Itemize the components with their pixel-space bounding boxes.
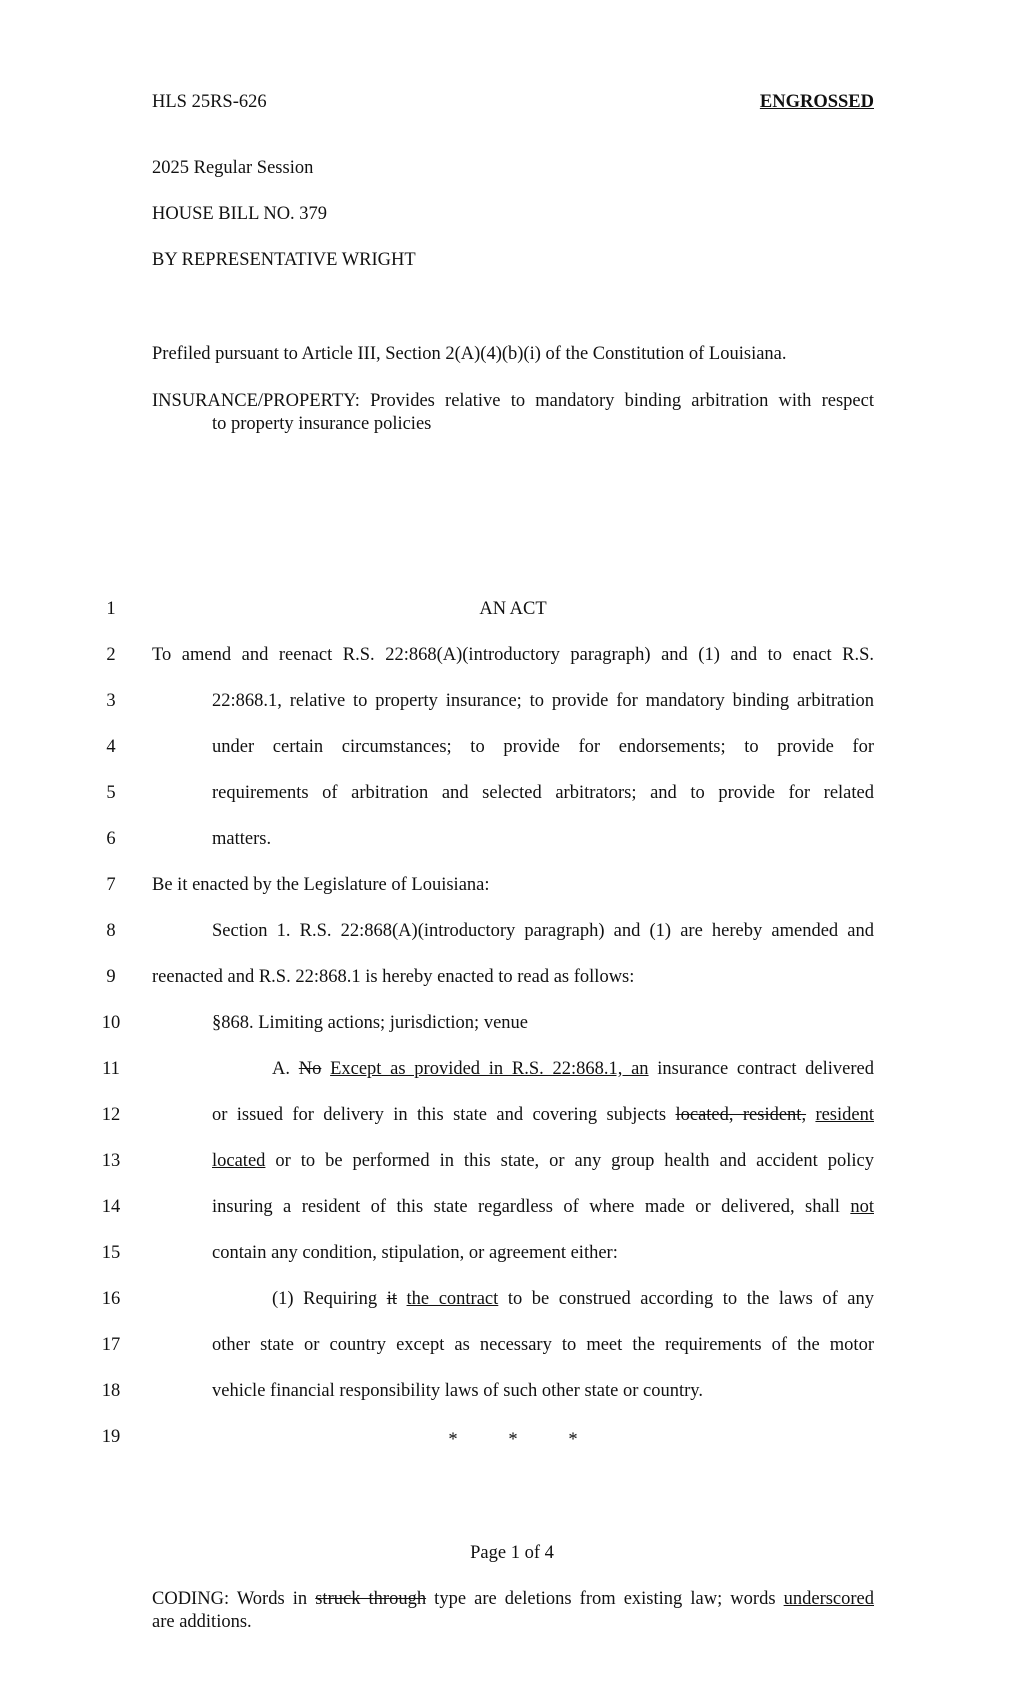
line-number: 14 [101, 1197, 121, 1217]
bill-synopsis [152, 390, 874, 436]
session-label: 2025 Regular Session [152, 158, 314, 178]
line-number: 11 [102, 1059, 120, 1079]
line-number: 4 [106, 737, 116, 757]
coding-text: CODING: Words in [152, 1589, 316, 1609]
line-number: 18 [101, 1381, 121, 1401]
act-title: AN ACT [479, 599, 547, 619]
line-number: 2 [106, 645, 116, 665]
line-number: 17 [101, 1335, 121, 1355]
added-text: not [850, 1197, 874, 1217]
body-line-9: reenacted and R.S. 22:868.1 is hereby enacted to read as follows: [152, 967, 635, 987]
body-line-8: Section 1. R.S. 22:868(A)(introductory paragraph) and (1) are hereby amended and [212, 921, 874, 941]
body-line-6: matters. [212, 829, 272, 849]
body-line-15: contain any condition, stipulation, or agreement either: [212, 1243, 618, 1263]
line-number: 15 [101, 1243, 121, 1263]
body-line-5: requirements of arbitration and selected arbitrators; and to provide for related [212, 783, 874, 803]
line-number: 8 [106, 921, 116, 941]
body-text: insurance contract delivered [648, 1059, 875, 1079]
line-number: 3 [106, 691, 116, 711]
body-line-14 [212, 1197, 874, 1218]
engrossed-status: ENGROSSED [759, 92, 874, 112]
body-line-13 [212, 1151, 874, 1172]
added-text: resident [815, 1105, 874, 1125]
added-text: Except as provided in R.S. 22:868.1, an [330, 1059, 649, 1079]
line-number: 12 [101, 1105, 121, 1125]
added-text: located [212, 1151, 266, 1171]
body-line-2: To amend and reenact R.S. 22:868(A)(introductory paragraph) and (1) and to enact R.S. [152, 645, 874, 665]
star: * [508, 1430, 518, 1450]
prefiled-notice: Prefiled pursuant to Article III, Section 2(A)(4)(b)(i) of the Constitution of Louisiana. [152, 344, 787, 364]
line-number: 13 [101, 1151, 121, 1171]
coding-line-2: are additions. [152, 1612, 252, 1632]
body-line-3: 22:868.1, relative to property insurance; to provide for mandatory binding arbitration [212, 691, 874, 711]
line-number: 5 [106, 783, 116, 803]
section-heading: §868. Limiting actions; jurisdiction; venue [212, 1013, 528, 1033]
line-number: 16 [101, 1289, 121, 1309]
page-number: Page 1 of 4 [470, 1543, 554, 1563]
bill-number: HOUSE BILL NO. 379 [152, 204, 328, 224]
enacting-clause: Be it enacted by the Legislature of Louisiana: [152, 875, 490, 895]
line-number: 6 [106, 829, 116, 849]
deleted-text: located, resident, [675, 1105, 807, 1125]
line-number: 1 [106, 599, 116, 619]
body-text: or issued for delivery in this state and covering subjects [212, 1105, 676, 1125]
coding-struck-sample: struck through [315, 1589, 427, 1609]
line-number: 9 [106, 967, 116, 987]
coding-underscore-sample: underscored [783, 1589, 875, 1609]
bill-code: HLS 25RS-626 [152, 92, 267, 112]
body-line-4: under certain circumstances; to provide for endorsements; to provide for [212, 737, 874, 757]
body-line-16 [272, 1289, 874, 1310]
coding-legend [152, 1588, 874, 1634]
star: * [568, 1430, 578, 1450]
subsection-a-label: A. [272, 1059, 299, 1079]
body-line-17: other state or country except as necessary to meet the requirements of the motor [212, 1335, 874, 1355]
omission-stars [152, 1430, 874, 1451]
body-line-18: vehicle financial responsibility laws of such other state or country. [212, 1381, 703, 1401]
line-number: 10 [101, 1013, 121, 1033]
body-text: to be construed according to the laws of any [498, 1289, 875, 1309]
deleted-text: No [298, 1059, 322, 1079]
synopsis-line-1: INSURANCE/PROPERTY: Provides relative to mandatory binding arbitration with respect [152, 391, 874, 411]
added-text: the contract [406, 1289, 499, 1309]
star: * [448, 1430, 458, 1450]
paragraph-1-label: (1) Requiring [272, 1289, 387, 1309]
coding-text: type are deletions from existing law; words [426, 1589, 784, 1609]
line-number: 19 [101, 1427, 121, 1447]
body-text: or to be performed in this state, or any group health and accident policy [265, 1151, 874, 1171]
body-line-11 [272, 1059, 874, 1080]
deleted-text: it [386, 1289, 397, 1309]
coding-line-1 [152, 1588, 874, 1611]
bill-author: BY REPRESENTATIVE WRIGHT [152, 250, 416, 270]
body-text: insuring a resident of this state regardless of where made or delivered, shall [212, 1197, 851, 1217]
body-line-12 [212, 1105, 874, 1126]
synopsis-line-2: to property insurance policies [212, 414, 432, 434]
line-number: 7 [106, 875, 116, 895]
